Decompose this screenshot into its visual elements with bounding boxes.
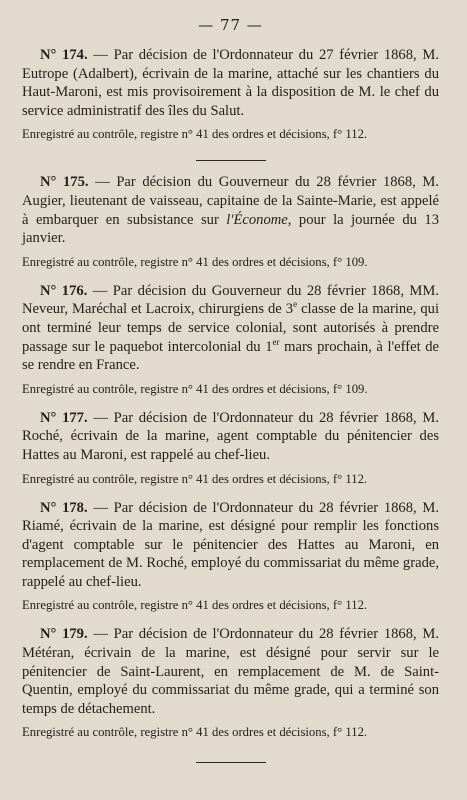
registry-folio: 109. <box>345 254 368 269</box>
decision-text: — Par décision de l'Ordonnateur du 28 février 1868, M. Roché, écrivain de la marine, agent comptable du pénitencier des Hattes au Maroni, est rappelé au chef-lieu. <box>22 409 439 463</box>
decision-body <box>22 46 439 120</box>
decision-number: N° 174. <box>40 47 88 63</box>
registry-line <box>22 126 439 142</box>
superscript: e <box>293 299 298 310</box>
decision-text: — Par décision de l'Ordonnateur du 28 février 1868, M. Riamé, écrivain de la marine, est désigné pour remplir les fonctions d'agent comptable sur le pénitencier des Hattes au Maroni, en remplacement de M. Roché, employé du commissariat du même grade, rappelé au chef-lieu. <box>22 499 439 590</box>
decision-body <box>22 282 439 375</box>
decision-text: — Par décision de l'Ordonnateur du 27 février 1868, M. Eutrope (Adalbert), écrivain de la marine, attaché sur les chantiers du Haut-Maroni, est mis provisoirement à la disposition de M. le chef du service administratif des îles du Salut. <box>22 47 439 119</box>
section-divider <box>196 160 266 161</box>
decision-body <box>22 409 439 465</box>
registry-line <box>22 381 439 397</box>
decision-text-end: , pour la journée du 13 janvier. <box>22 211 439 247</box>
section-divider <box>196 762 266 763</box>
decision-number: N° 178. <box>40 499 88 516</box>
ship-name: l'Économe <box>226 211 288 228</box>
decision-177 <box>22 409 439 487</box>
decision-number: N° 179. <box>40 626 88 643</box>
decision-number: N° 177. <box>40 409 88 426</box>
registry-folio: 112. <box>345 725 368 740</box>
registry-folio: 112. <box>345 127 368 142</box>
decision-body <box>22 499 439 592</box>
decision-body <box>22 173 439 247</box>
decision-body <box>22 625 439 718</box>
decision-178 <box>22 499 439 614</box>
registry-folio: 109. <box>345 381 368 396</box>
decision-text: — Par décision du Gouverneur du 28 février 1868, M. Augier, lieutenant de vaisseau, capitaine de la Sainte-Marie, est appelé à embarquer en subsistance sur <box>22 174 439 228</box>
registry-folio: 112. <box>345 471 368 486</box>
superscript: er <box>272 336 280 347</box>
decision-number: N° 175. <box>40 174 89 191</box>
registry-line <box>22 597 439 613</box>
decision-179 <box>22 625 439 740</box>
registry-prefix: Enregistré au contrôle, registre n° 41 des ordres et décisions, f° <box>22 127 343 142</box>
page-number: — 77 — <box>198 16 263 34</box>
decision-176 <box>22 282 439 397</box>
registry-line <box>22 254 439 270</box>
decision-text-mid: classe de la marine, qui ont terminé leur temps de service colonial, sont autorisés à prendre passage sur le paquebot intercolonial du 1 <box>22 301 439 355</box>
registry-prefix: Enregistré au contrôle, registre n° 41 des ordres et décisions, f° <box>22 598 343 613</box>
decision-text: — Par décision du Gouverneur du 28 février 1868, MM. Neveur, Maréchal et Lacroix, chirurgiens de 3 <box>22 282 439 318</box>
registry-folio: 112. <box>345 598 368 613</box>
registry-line <box>22 724 439 740</box>
decision-text: — Par décision de l'Ordonnateur du 28 février 1868, M. Météran, écrivain de la marine, est désigné pour servir sur le pénitencier de Saint-Laurent, en remplacement de M. de Saint-Quentin, employé du commissariat du même grade, qui a terminé son temps de détachement. <box>22 626 439 717</box>
registry-prefix: Enregistré au contrôle, registre n° 41 des ordres et décisions, f° <box>22 471 343 486</box>
registry-line <box>22 471 439 487</box>
decision-174 <box>22 46 439 142</box>
decision-175 <box>22 173 439 269</box>
registry-prefix: Enregistré au contrôle, registre n° 41 des ordres et décisions, f° <box>22 254 343 269</box>
registry-prefix: Enregistré au contrôle, registre n° 41 des ordres et décisions, f° <box>22 725 343 740</box>
registry-prefix: Enregistré au contrôle, registre n° 41 des ordres et décisions, f° <box>22 381 343 396</box>
decision-number: N° 176. <box>40 282 88 299</box>
decision-text-end: mars prochain, à l'effet de se rendre en France. <box>22 338 440 374</box>
